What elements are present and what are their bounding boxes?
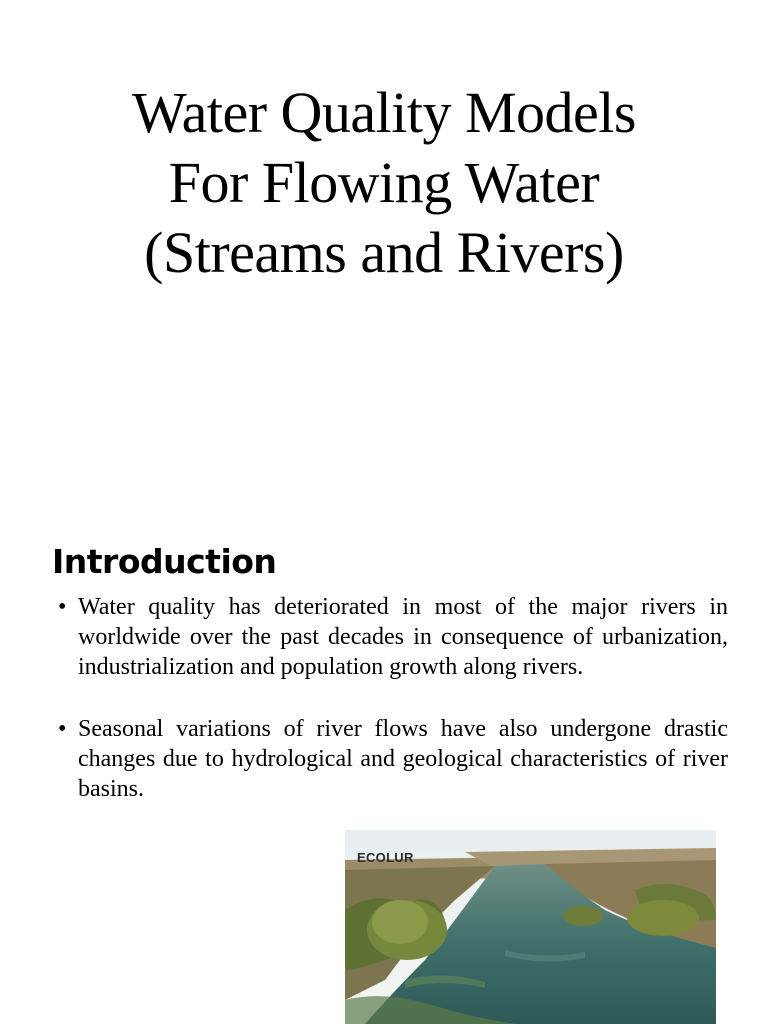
- bullet-list: [58, 592, 728, 804]
- bullet-dot-icon: •: [58, 594, 67, 620]
- slide-title: [0, 78, 768, 288]
- title-line-1: Water Quality Models: [132, 80, 636, 145]
- title-line-3: (Streams and Rivers): [144, 220, 624, 285]
- bullet-dot-icon: •: [58, 716, 67, 742]
- title-line-2: For Flowing Water: [168, 150, 600, 215]
- section-heading: Introduction: [52, 542, 277, 581]
- bullet-item: [58, 714, 728, 804]
- river-photo: [345, 830, 716, 1024]
- bullet-item: [58, 592, 728, 682]
- bullet-text: Seasonal variations of river flows have also undergone drastic changes due to hydrological and geological characteristics of river basins.: [78, 716, 728, 802]
- bullet-text: Water quality has deteriorated in most of the major rivers in worldwide over the past decades in consequence of urbanization, industrialization and population growth along rivers.: [78, 594, 728, 680]
- ecolur-logo: ECOLUR: [357, 850, 414, 865]
